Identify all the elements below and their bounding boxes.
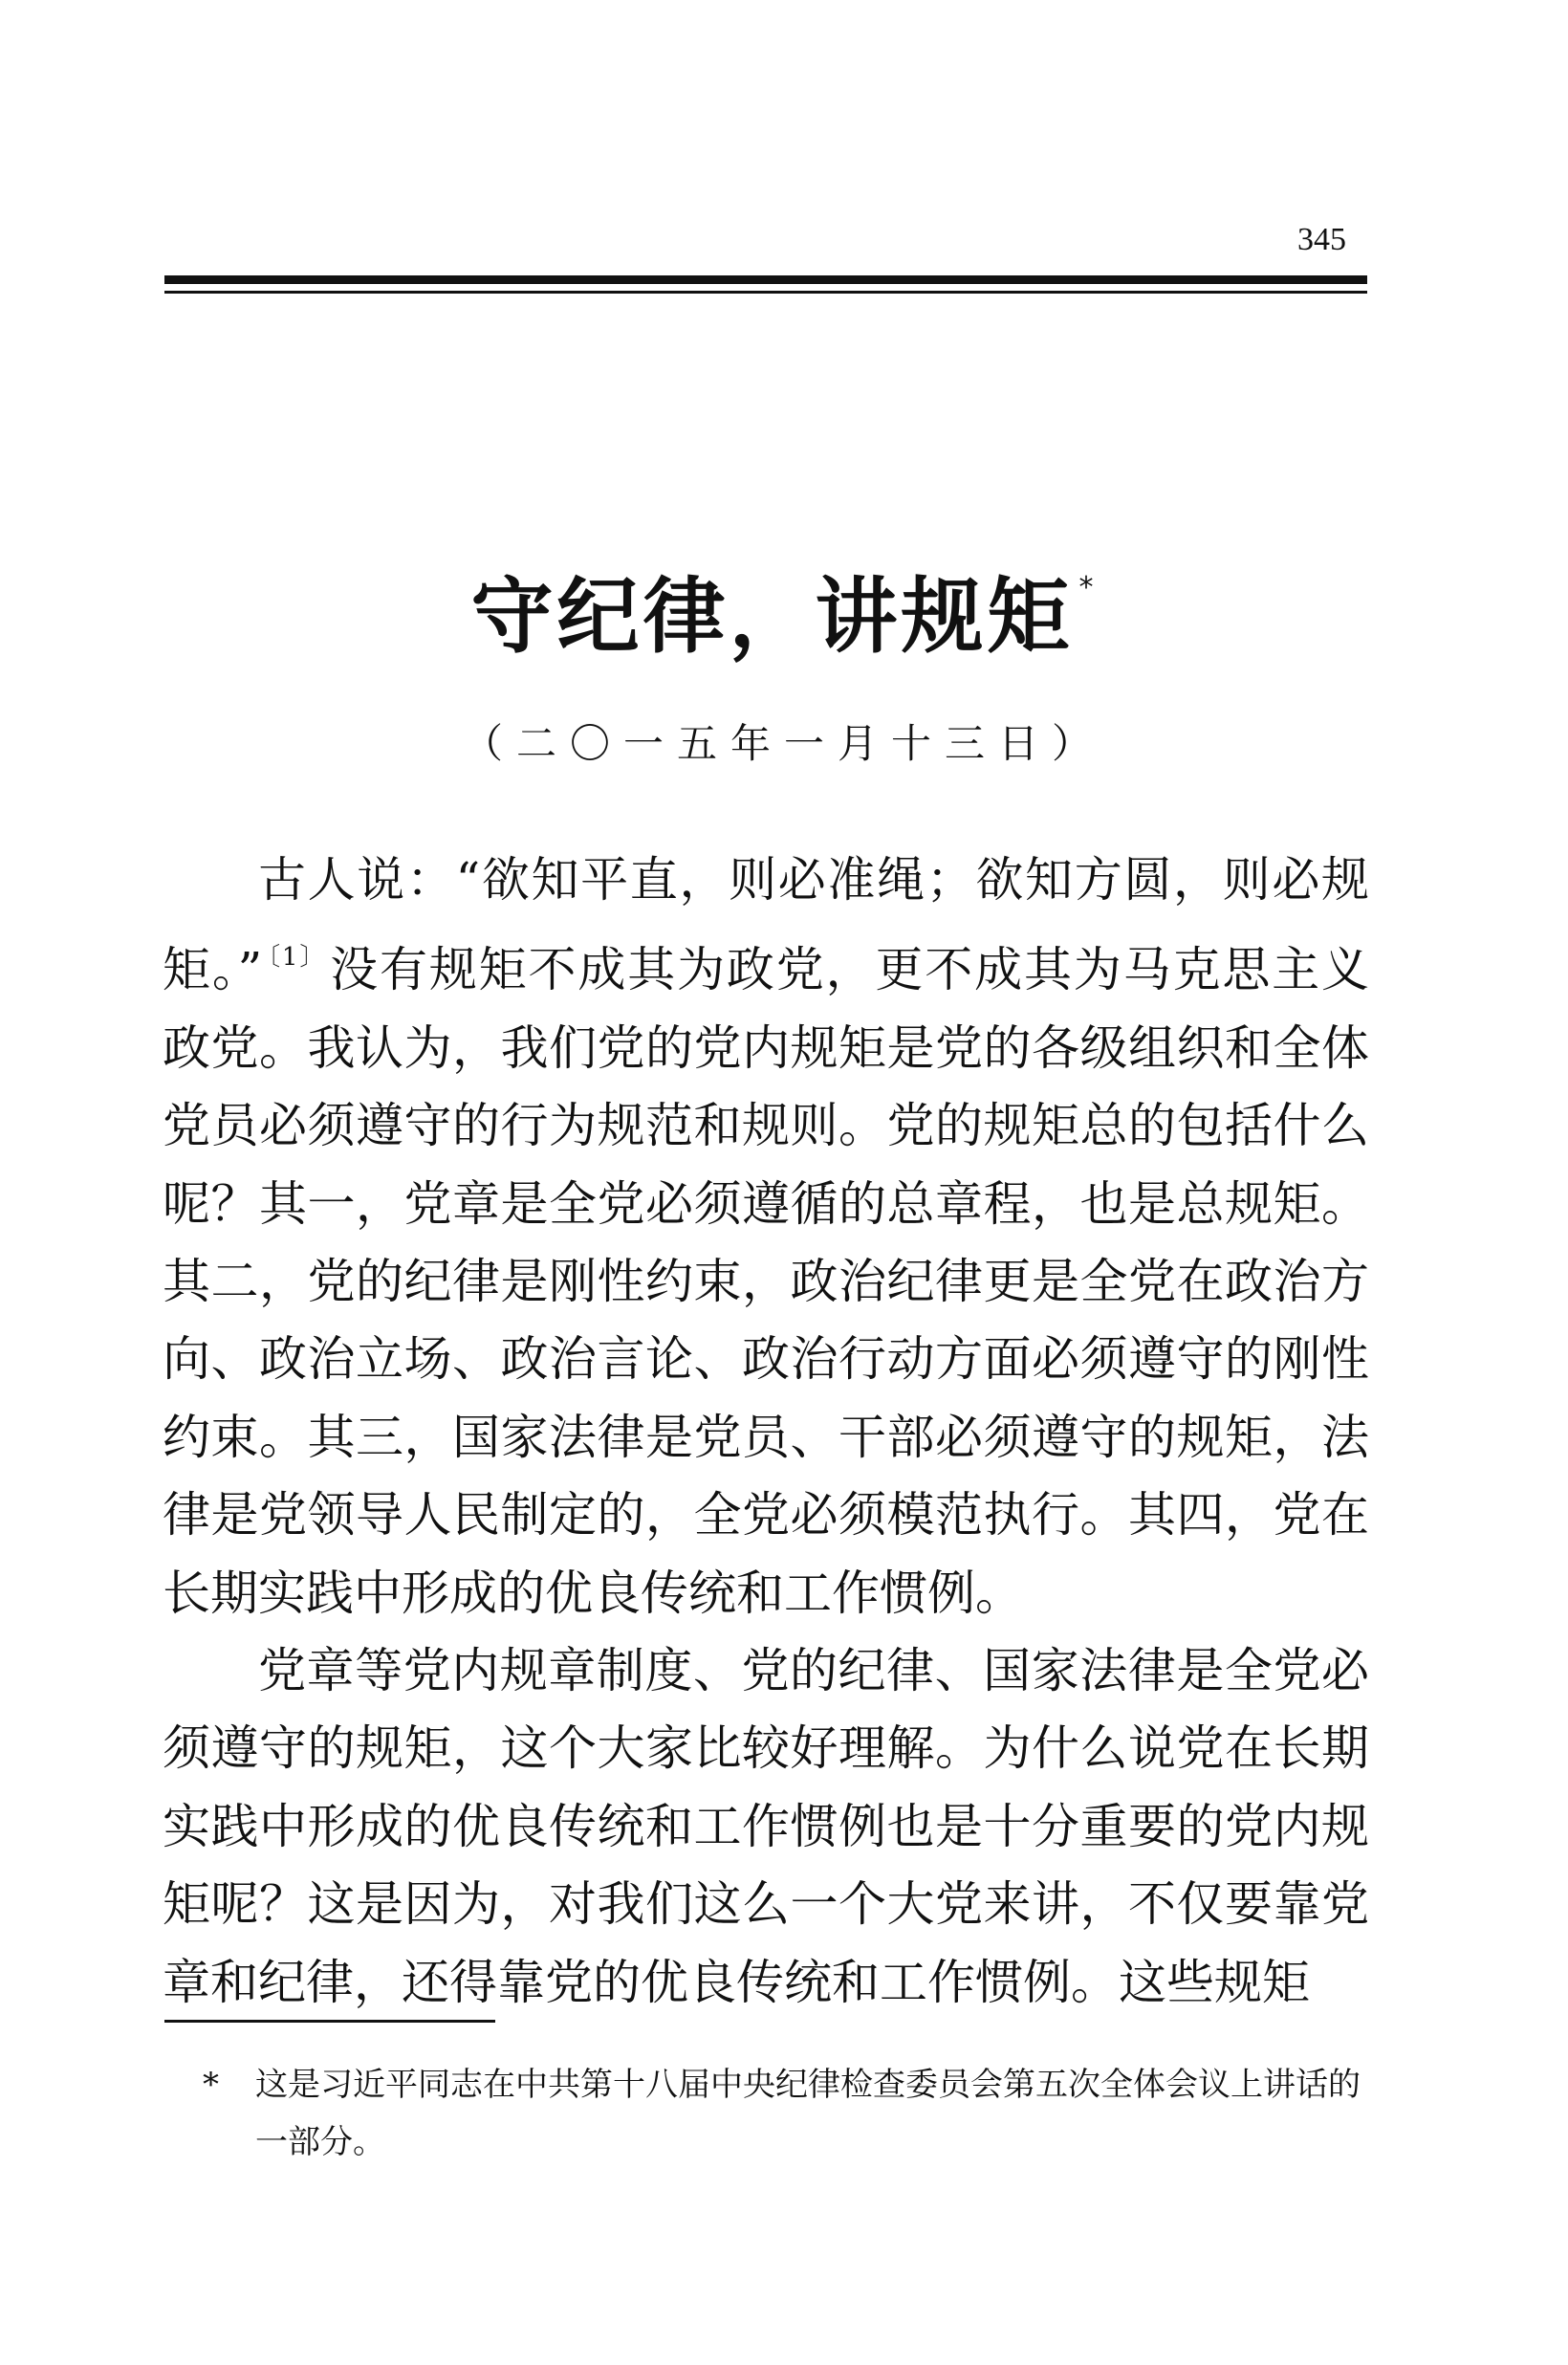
footnote	[203, 2056, 1369, 2171]
footnote-text: 这是习近平同志在中共第十八届中央纪律检查委员会第五次全体会议上讲话的一部分。	[255, 2066, 1361, 2161]
paragraph-1	[163, 842, 1369, 1632]
footnote-rule	[164, 2020, 495, 2023]
title-text: 守纪律，讲规矩	[470, 569, 1074, 665]
page-number: 345	[1297, 222, 1346, 257]
article-body	[163, 842, 1369, 2022]
header-rule-thick	[164, 275, 1367, 284]
footnote-marker: *	[203, 2066, 219, 2104]
paragraph-2: 党章等党内规章制度、党的纪律、国家法律是全党必须遵守的规矩，这个大家比较好理解。为什么说党在长期实践中形成的优良传统和工作惯例也是十分重要的党内规矩呢？这是因为，对我们这么一个大党来讲，不仅要靠党章和纪律，还得靠党的优良传统和工作惯例。这些规矩	[163, 1643, 1369, 2010]
article-title	[0, 550, 1568, 668]
paragraph-1-part-2: 没有规矩不成其为政党，更不成其为马克思主义政党。我认为，我们党的党内规矩是党的各级组织和全体党员必须遵守的行为规范和规则。党的规矩总的包括什么呢？其一，党章是全党必须遵循的总章程，也是总规矩。其二，党的纪律是刚性约束，政治纪律更是全党在政治方向、政治立场、政治言论、政治行动方面必须遵守的刚性约束。其三，国家法律是党员、干部必须遵守的规矩，法律是党领导人民制定的，全党必须模范执行。其四，党在长期实践中形成的优良传统和工作惯例。	[163, 942, 1370, 1621]
header-rule-thin	[164, 291, 1367, 294]
note-reference: 〔1〕	[266, 943, 327, 973]
article-date: （二〇一五年一月十三日）	[462, 720, 1105, 767]
title-footnote-mark: *	[1078, 571, 1098, 604]
paragraph-1-part-1: 古人说：“欲知平直，则必准绳；欲知方圆，则必规矩。”	[163, 852, 1369, 998]
